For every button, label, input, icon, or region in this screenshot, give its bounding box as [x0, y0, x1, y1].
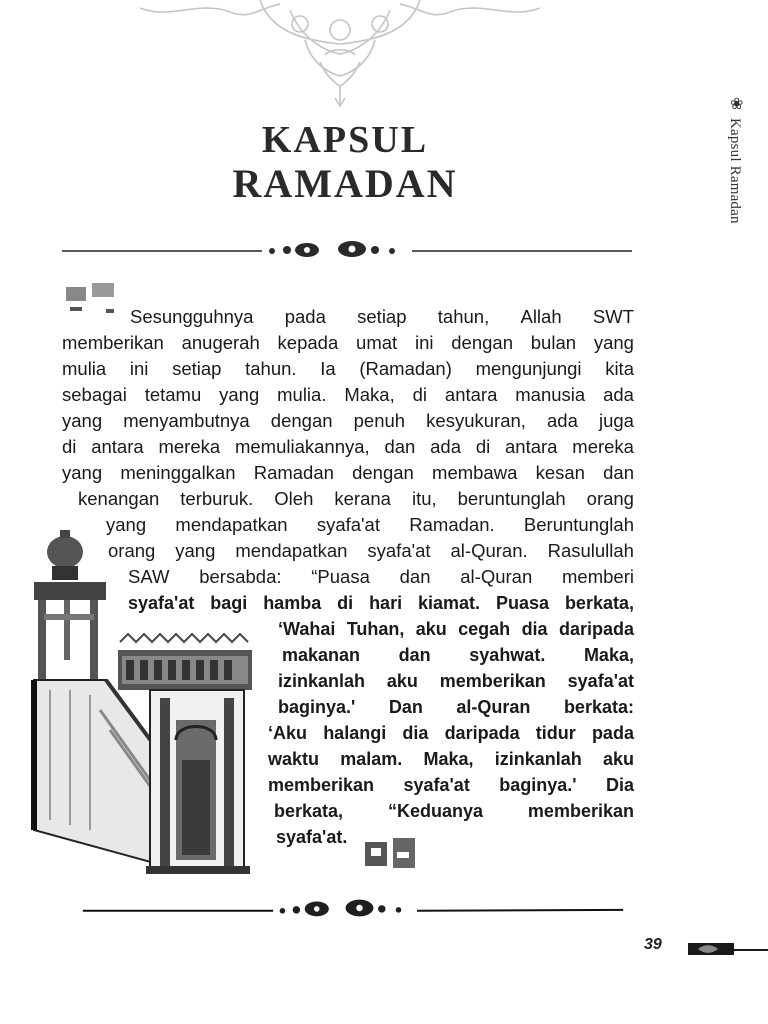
text-line: memberikan anugerah kepada umat ini dengan bulan yang [62, 332, 634, 353]
bottom-divider [62, 895, 644, 921]
title-line-2: RAMADAN [232, 161, 458, 206]
text-line: memberikan syafa'at baginya.' Dia [268, 775, 634, 795]
text-line: yang menyambutnya dengan penuh kesyukuran, ada juga [62, 410, 634, 431]
open-quote-mark [66, 283, 118, 319]
text-line: berkata, “Keduanya memberikan [274, 801, 634, 821]
text-line: Sesungguhnya pada setiap tahun, Allah SWT [130, 306, 634, 327]
top-divider [62, 236, 632, 262]
text-line: yang meninggalkan Ramadan dengan membawa kesan dan [62, 462, 634, 483]
running-header [724, 92, 754, 252]
flower-icon: ❀ [730, 96, 744, 113]
top-ornament [140, 0, 540, 110]
text-line: SAW bersabda: “Puasa dan al-Quran memberi [128, 566, 634, 587]
page-number-ornament [688, 941, 768, 957]
title-line-1: KAPSUL [261, 119, 429, 161]
text-line: syafa'at bagi hamba di hari kiamat. Puasa berkata, [128, 593, 634, 613]
text-line: kenangan terburuk. Oleh kerana itu, beruntunglah orang [78, 488, 634, 509]
text-line: ‘Aku halangi dia daripada tidur pada [268, 723, 634, 743]
chapter-title [150, 118, 540, 206]
text-line: ‘Wahai Tuhan, aku cegah dia daripada [278, 619, 634, 639]
text-line: makanan dan syahwat. Maka, [282, 645, 634, 665]
text-line: baginya.' Dan al-Quran berkata: [278, 697, 634, 717]
running-title: Kapsul Ramadan [727, 118, 743, 224]
close-quote-mark [365, 838, 417, 874]
text-line: orang yang mendapatkan syafa'at al-Quran. Rasulullah [108, 540, 634, 561]
text-line: di antara mereka memuliakannya, dan ada di antara mereka [62, 436, 634, 457]
text-line: waktu malam. Maka, izinkanlah aku [268, 749, 634, 769]
text-line: izinkanlah aku memberikan syafa'at [278, 671, 634, 691]
text-line: syafa'at. [276, 827, 348, 847]
page-number: 39 [644, 936, 662, 953]
text-line: mulia ini setiap tahun. Ia (Ramadan) mengunjungi kita [62, 358, 634, 379]
text-line: yang mendapatkan syafa'at Ramadan. Beruntunglah [106, 514, 634, 535]
text-line: sebagai tetamu yang mulia. Maka, di antara manusia ada [62, 384, 634, 405]
